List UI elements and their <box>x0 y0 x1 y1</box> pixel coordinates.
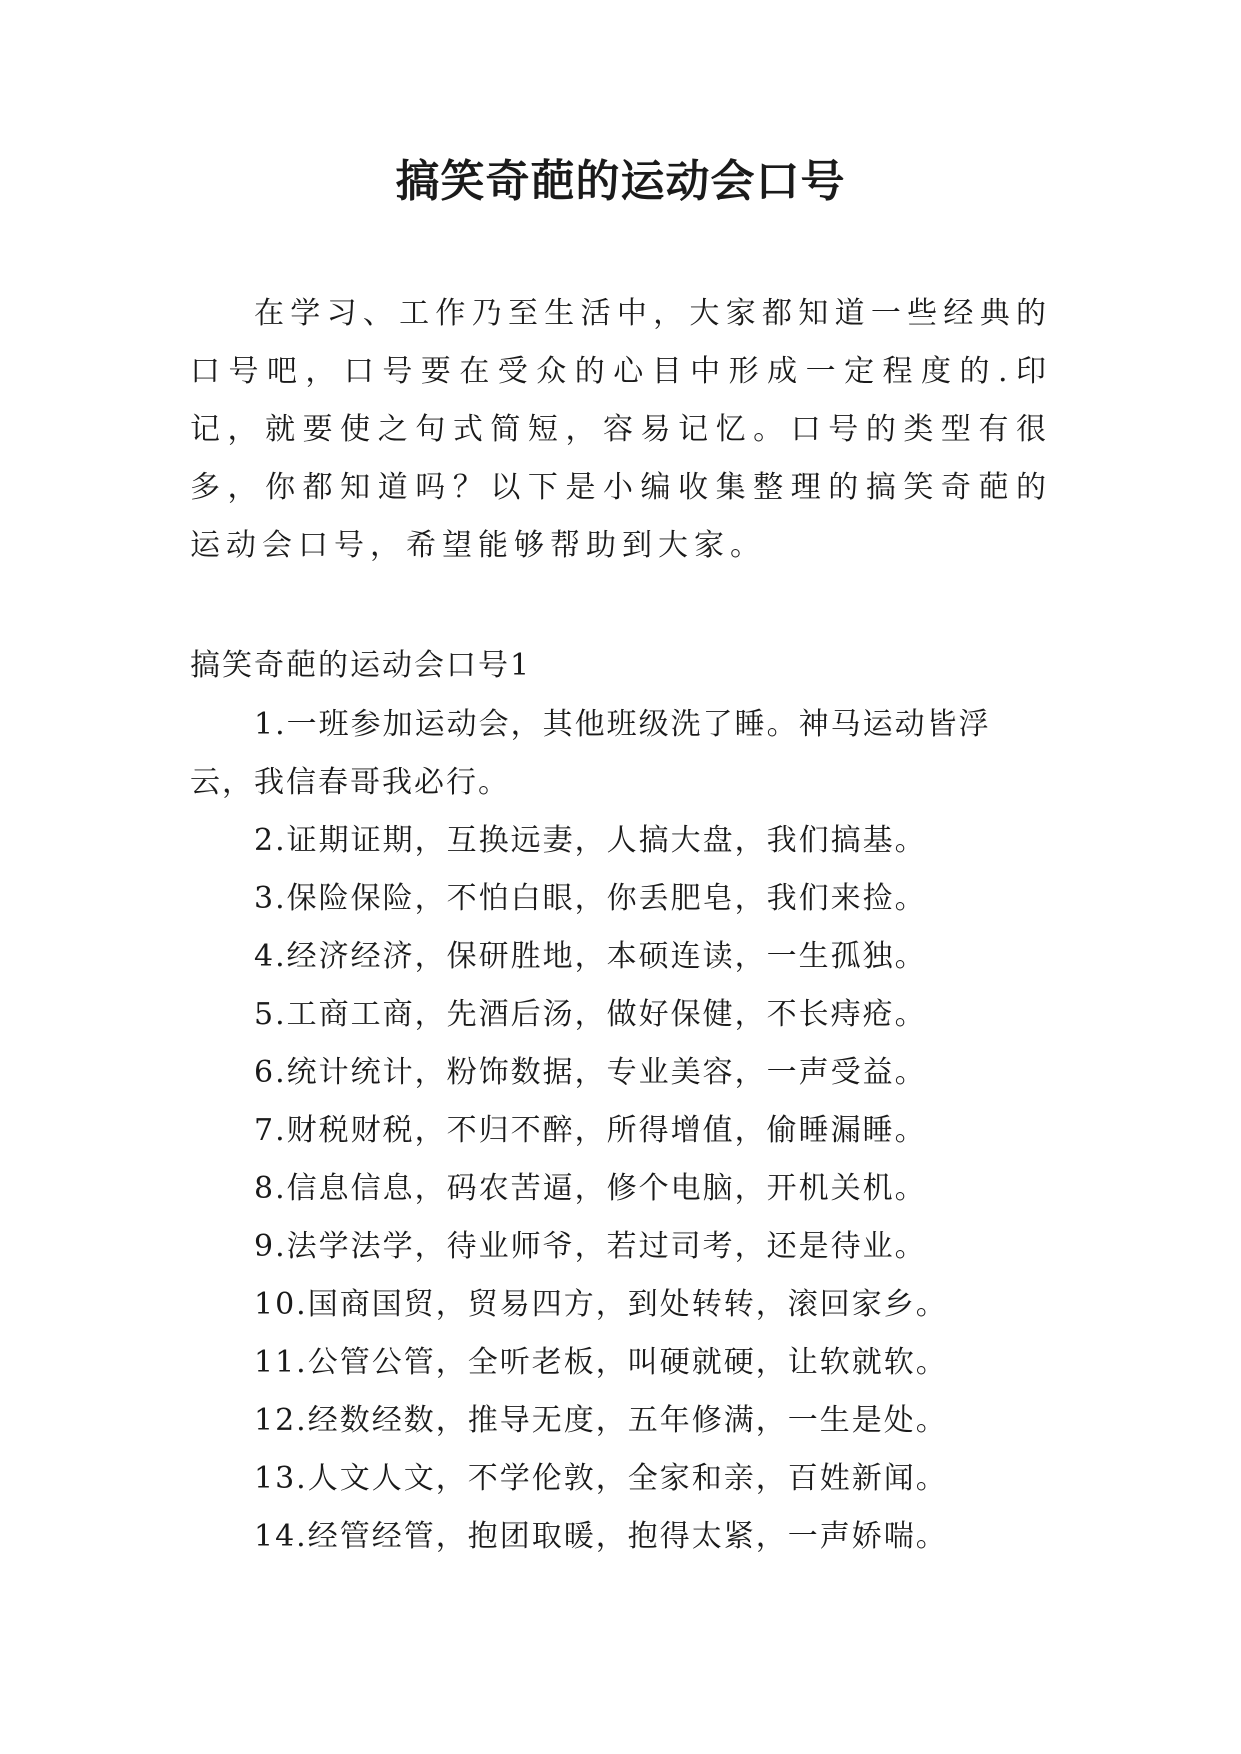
page-title: 搞笑奇葩的运动会口号 <box>395 156 846 207</box>
slogan-list <box>190 696 1052 1566</box>
list-item: 14.经管经管，抱团取暖，抱得太紧，一声娇喘。 <box>254 1519 948 1554</box>
list-item: 3.保险保险，不怕白眼，你丢肥皂，我们来捡。 <box>254 881 927 916</box>
list-item: 4.经济经济，保研胜地，本硕连读，一生孤独。 <box>254 939 927 974</box>
section-heading: 搞笑奇葩的运动会口号1 <box>190 648 532 683</box>
list-item: 2.证期证期，互换远妻，人搞大盘，我们搞基。 <box>254 823 927 858</box>
list-item: 10.国商国贸，贸易四方，到处转转，滚回家乡。 <box>254 1287 948 1322</box>
intro-paragraph: 在学习、工作乃至生活中，大家都知道一些经典的口号吧，口号要在受众的心目中形成一定程度的.印记，就要使之句式简短，容易记忆。口号的类型有很多，你都知道吗？以下是小编收集整理的搞笑奇葩的运动会口号，希望能够帮助到大家。 <box>190 296 1052 563</box>
list-item: 13.人文人文，不学伦敦，全家和亲，百姓新闻。 <box>254 1461 948 1496</box>
list-item: 9.法学法学，待业师爷，若过司考，还是待业。 <box>254 1229 927 1264</box>
list-item: 7.财税财税，不归不醉，所得增值，偷睡漏睡。 <box>254 1113 927 1148</box>
list-item: 8.信息信息，码农苦逼，修个电脑，开机关机。 <box>254 1171 927 1206</box>
list-item: 1.一班参加运动会，其他班级洗了睡。神马运动皆浮云，我信春哥我必行。 <box>190 707 991 800</box>
list-item: 12.经数经数，推导无度，五年修满，一生是处。 <box>254 1403 948 1438</box>
list-item: 5.工商工商，先酒后汤，做好保健，不长痔疮。 <box>254 997 927 1032</box>
list-item: 6.统计统计，粉饰数据，专业美容，一声受益。 <box>254 1055 927 1090</box>
list-item: 11.公管公管，全听老板，叫硬就硬，让软就软。 <box>254 1345 948 1380</box>
